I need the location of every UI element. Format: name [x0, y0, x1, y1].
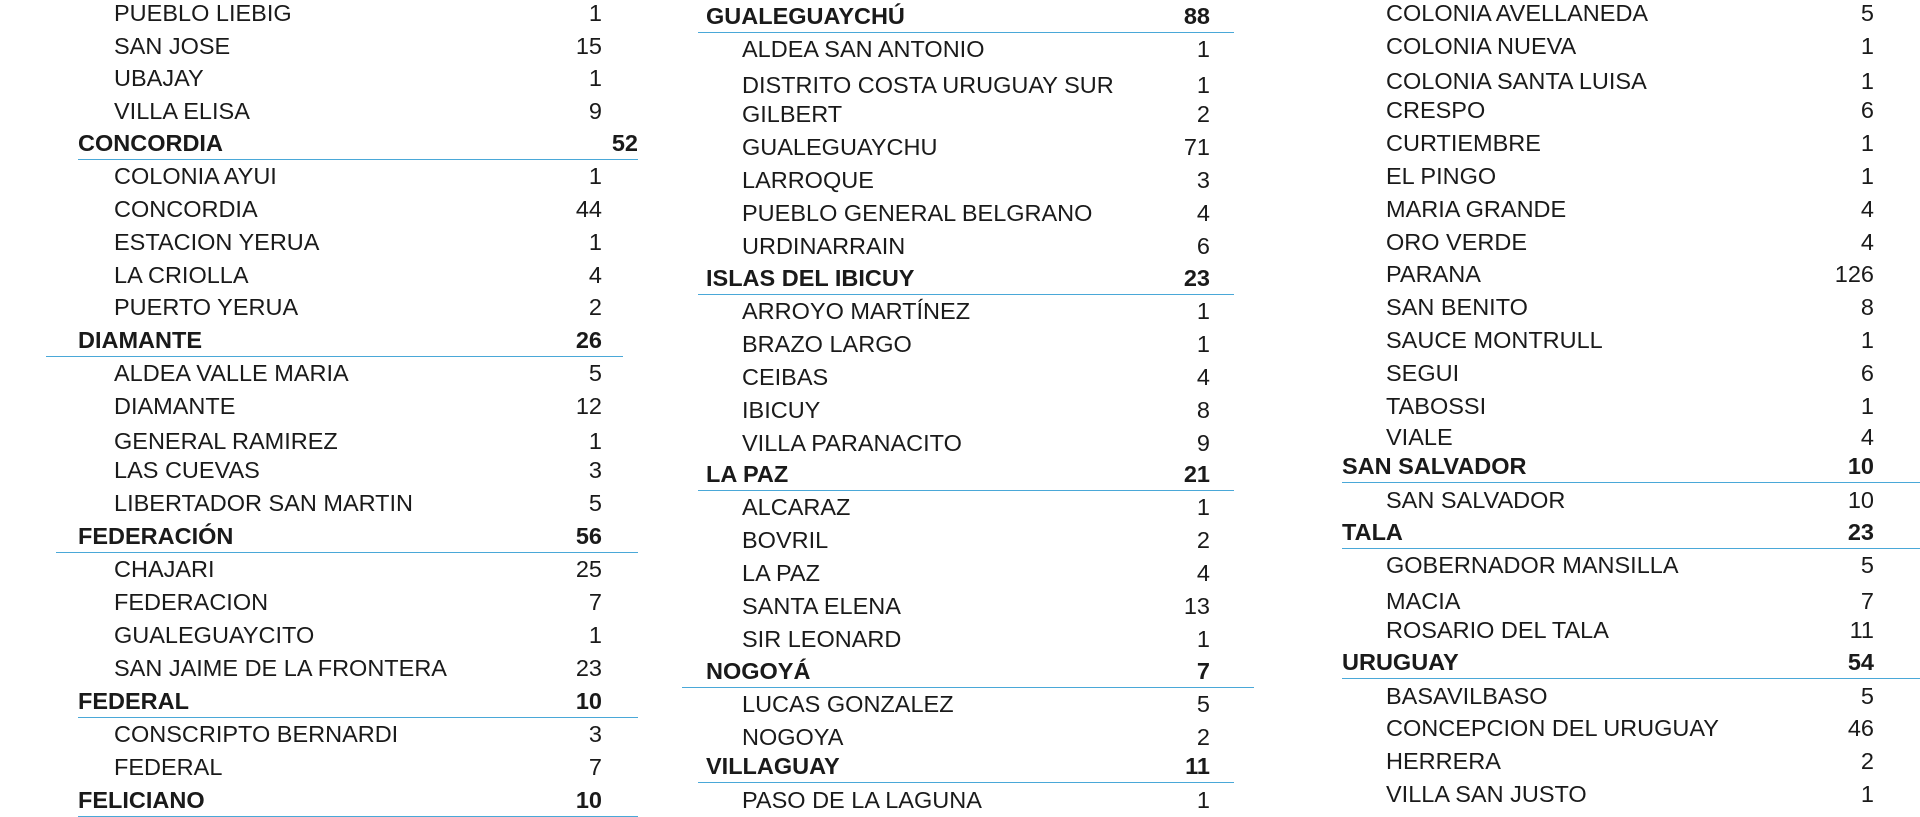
- list-item: [78, 160, 638, 192]
- locality-count: 5: [1196, 691, 1210, 717]
- locality-name: DISTRITO COSTA URUGUAY SUR: [742, 72, 1114, 98]
- department-header: [1342, 516, 1920, 549]
- list-item: [706, 688, 1246, 720]
- list-item: [706, 295, 1246, 327]
- department-total: 7: [1196, 658, 1210, 684]
- locality-name: CONCORDIA: [114, 196, 258, 222]
- list-item: [1350, 94, 1910, 126]
- locality-name: PUERTO YERUA: [114, 294, 299, 320]
- locality-name: GOBERNADOR MANSILLA: [1386, 552, 1679, 578]
- locality-count: 6: [1196, 233, 1210, 259]
- list-item: [78, 226, 638, 258]
- list-item: [706, 328, 1246, 360]
- locality-count: 4: [1860, 424, 1874, 450]
- list-item: [1350, 258, 1910, 290]
- locality-count: 1: [1860, 781, 1874, 807]
- locality-count: 4: [1196, 560, 1210, 586]
- department-total: 52: [611, 130, 638, 156]
- department-header: [78, 784, 638, 817]
- locality-name: MARIA GRANDE: [1386, 196, 1567, 222]
- department-total: 10: [1847, 453, 1874, 479]
- list-item: [706, 164, 1246, 196]
- locality-count: 7: [1860, 588, 1874, 614]
- list-item: [1350, 0, 1910, 29]
- department-total: 10: [575, 787, 602, 813]
- locality-count: 2: [1196, 724, 1210, 750]
- locality-name: SEGUI: [1386, 360, 1460, 386]
- locality-count: 1: [588, 163, 602, 189]
- locality-count: 6: [1860, 97, 1874, 123]
- list-item: [1350, 745, 1910, 777]
- department-header: [1342, 646, 1920, 679]
- list-item: [706, 361, 1246, 393]
- list-item: [706, 557, 1246, 589]
- locality-name: PARANA: [1386, 261, 1481, 287]
- list-item: [706, 524, 1246, 556]
- locality-count: 46: [1847, 715, 1874, 741]
- list-item: [1350, 778, 1910, 810]
- locality-count: 5: [1860, 683, 1874, 709]
- locality-name: GILBERT: [742, 101, 843, 127]
- list-item: [1350, 226, 1910, 258]
- department-header: [78, 127, 638, 160]
- list-item: [1350, 291, 1910, 323]
- locality-name: CURTIEMBRE: [1386, 130, 1541, 156]
- locality-name: VIALE: [1386, 424, 1453, 450]
- list-item: [706, 197, 1246, 229]
- department-total: 23: [1183, 265, 1210, 291]
- locality-count: 1: [1196, 298, 1210, 324]
- locality-name: LUCAS GONZALEZ: [742, 691, 954, 717]
- locality-name: LA PAZ: [742, 560, 820, 586]
- list-item: [1350, 680, 1910, 712]
- locality-name: SAN JAIME DE LA FRONTERA: [114, 655, 447, 681]
- locality-count: 9: [1196, 430, 1210, 456]
- list-item: [78, 62, 638, 94]
- locality-name: MACIA: [1386, 588, 1461, 614]
- locality-count: 1: [1196, 72, 1210, 98]
- list-item: [1350, 160, 1910, 192]
- list-item: [1350, 614, 1910, 646]
- list-item: [78, 95, 638, 127]
- locality-count: 12: [575, 393, 602, 419]
- locality-name: CONSCRIPTO BERNARDI: [114, 721, 399, 747]
- locality-count: 1: [1860, 163, 1874, 189]
- locality-count: 1: [1196, 331, 1210, 357]
- locality-count: 1: [1196, 787, 1210, 813]
- locality-count: 44: [575, 196, 602, 222]
- locality-name: SIR LEONARD: [742, 626, 902, 652]
- department-name: TALA: [1342, 519, 1403, 545]
- locality-name: CHAJARI: [114, 556, 215, 582]
- locality-count: 4: [1196, 200, 1210, 226]
- department-name: FELICIANO: [78, 787, 205, 813]
- locality-name: GENERAL RAMIREZ: [114, 428, 338, 454]
- list-item: [706, 427, 1246, 459]
- list-item: [78, 30, 638, 62]
- list-item: [78, 193, 638, 225]
- locality-count: 1: [1196, 494, 1210, 520]
- department-total: 26: [575, 327, 602, 353]
- department-header: [46, 324, 623, 357]
- department-name: FEDERAL: [78, 688, 189, 714]
- list-item: [706, 784, 1246, 816]
- locality-name: VILLA SAN JUSTO: [1386, 781, 1587, 807]
- locality-name: PASO DE LA LAGUNA: [742, 787, 982, 813]
- locality-name: COLONIA SANTA LUISA: [1386, 68, 1647, 94]
- locality-count: 1: [588, 65, 602, 91]
- department-name: VILLAGUAY: [706, 753, 840, 779]
- locality-name: BOVRIL: [742, 527, 829, 553]
- locality-count: 4: [1860, 229, 1874, 255]
- department-header: [698, 0, 1234, 33]
- list-item: [78, 454, 638, 486]
- list-item: [706, 69, 1246, 101]
- locality-name: VILLA PARANACITO: [742, 430, 962, 456]
- list-item: [78, 425, 638, 457]
- locality-count: 3: [588, 457, 602, 483]
- department-name: LA PAZ: [706, 461, 789, 487]
- locality-count: 25: [575, 556, 602, 582]
- locality-name: UBAJAY: [114, 65, 204, 91]
- locality-count: 9: [588, 98, 602, 124]
- department-name: FEDERACIÓN: [78, 523, 234, 549]
- department-total: 21: [1183, 461, 1210, 487]
- list-item: [1350, 127, 1910, 159]
- locality-name: SAN JOSE: [114, 33, 231, 59]
- list-item: [706, 491, 1246, 523]
- department-header: [1342, 450, 1920, 483]
- locality-count: 5: [588, 490, 602, 516]
- locality-name: ARROYO MARTÍNEZ: [742, 298, 971, 324]
- department-name: NOGOYÁ: [706, 658, 811, 684]
- list-item: [706, 590, 1246, 622]
- department-name: URUGUAY: [1342, 649, 1459, 675]
- locality-count: 5: [1860, 552, 1874, 578]
- list-item: [78, 0, 638, 29]
- locality-name: ALDEA SAN ANTONIO: [742, 36, 985, 62]
- list-item: [1350, 549, 1910, 581]
- locality-count: 11: [1849, 617, 1874, 643]
- locality-name: VILLA ELISA: [114, 98, 250, 124]
- locality-count: 2: [588, 294, 602, 320]
- locality-count: 2: [1196, 101, 1210, 127]
- locality-name: URDINARRAIN: [742, 233, 906, 259]
- locality-count: 13: [1183, 593, 1210, 619]
- list-item: [78, 718, 638, 750]
- locality-count: 4: [1196, 364, 1210, 390]
- locality-name: LAS CUEVAS: [114, 457, 260, 483]
- locality-name: ALCARAZ: [742, 494, 851, 520]
- list-item: [1350, 65, 1910, 97]
- locality-count: 126: [1834, 261, 1874, 287]
- locality-name: GUALEGUAYCITO: [114, 622, 315, 648]
- locality-name: CRESPO: [1386, 97, 1486, 123]
- department-header: [698, 458, 1234, 491]
- list-item: [1350, 193, 1910, 225]
- list-item: [1350, 421, 1910, 453]
- list-item: [706, 33, 1246, 65]
- locality-count: 1: [1196, 36, 1210, 62]
- list-item: [78, 586, 638, 618]
- list-item: [78, 291, 638, 323]
- list-item: [78, 652, 638, 684]
- department-header: [56, 520, 638, 553]
- locality-name: ESTACION YERUA: [114, 229, 320, 255]
- locality-name: LIBERTADOR SAN MARTIN: [114, 490, 414, 516]
- locality-count: 2: [1860, 748, 1874, 774]
- locality-name: LA CRIOLLA: [114, 262, 249, 288]
- locality-count: 2: [1196, 527, 1210, 553]
- locality-count: 7: [588, 589, 602, 615]
- department-header: [698, 750, 1234, 783]
- locality-count: 1: [1196, 626, 1210, 652]
- locality-count: 1: [588, 0, 602, 26]
- locality-count: 7: [588, 754, 602, 780]
- locality-count: 3: [1196, 167, 1210, 193]
- locality-name: IBICUY: [742, 397, 821, 423]
- list-item: [78, 487, 638, 519]
- locality-name: SANTA ELENA: [742, 593, 901, 619]
- list-item: [706, 394, 1246, 426]
- list-item: [78, 553, 638, 585]
- locality-name: DIAMANTE: [114, 393, 236, 419]
- list-item: [78, 259, 638, 291]
- department-total: 88: [1183, 3, 1210, 29]
- locality-name: TABOSSI: [1386, 393, 1487, 419]
- list-item: [1350, 484, 1910, 516]
- locality-name: PUEBLO LIEBIG: [114, 0, 292, 26]
- locality-count: 5: [1860, 0, 1874, 26]
- locality-name: COLONIA AVELLANEDA: [1386, 0, 1649, 26]
- list-item: [706, 230, 1246, 262]
- list-item: [1350, 390, 1910, 422]
- department-name: SAN SALVADOR: [1342, 453, 1527, 479]
- locality-name: SAUCE MONTRULL: [1386, 327, 1603, 353]
- locality-count: 10: [1847, 487, 1874, 513]
- locality-count: 1: [588, 229, 602, 255]
- department-header: [698, 262, 1234, 295]
- list-item: [706, 721, 1246, 753]
- locality-count: 1: [1860, 130, 1874, 156]
- locality-count: 5: [588, 360, 602, 386]
- locality-name: COLONIA AYUI: [114, 163, 277, 189]
- department-name: ISLAS DEL IBICUY: [706, 265, 915, 291]
- locality-name: ROSARIO DEL TALA: [1386, 617, 1609, 643]
- locality-count: 1: [588, 622, 602, 648]
- locality-name: CEIBAS: [742, 364, 829, 390]
- locality-count: 3: [588, 721, 602, 747]
- list-item: [1350, 585, 1910, 617]
- list-item: [706, 98, 1246, 130]
- locality-name: LARROQUE: [742, 167, 874, 193]
- locality-name: FEDERACION: [114, 589, 269, 615]
- locality-name: ORO VERDE: [1386, 229, 1528, 255]
- department-total: 54: [1847, 649, 1874, 675]
- locality-name: HERRERA: [1386, 748, 1501, 774]
- locality-count: 1: [1860, 68, 1874, 94]
- list-item: [78, 751, 638, 783]
- list-item: [706, 623, 1246, 655]
- list-item: [1350, 30, 1910, 62]
- department-total: 10: [575, 688, 602, 714]
- department-header: [682, 655, 1254, 688]
- locality-name: EL PINGO: [1386, 163, 1497, 189]
- locality-count: 71: [1183, 134, 1210, 160]
- locality-count: 1: [588, 428, 602, 454]
- locality-name: BRAZO LARGO: [742, 331, 912, 357]
- department-header: [78, 685, 638, 718]
- department-total: 11: [1185, 753, 1210, 779]
- locality-count: 15: [575, 33, 602, 59]
- locality-name: PUEBLO GENERAL BELGRANO: [742, 200, 1093, 226]
- list-item: [78, 390, 638, 422]
- locality-name: BASAVILBASO: [1386, 683, 1548, 709]
- locality-name: FEDERAL: [114, 754, 223, 780]
- locality-count: 4: [1860, 196, 1874, 222]
- locality-name: GUALEGUAYCHU: [742, 134, 938, 160]
- list-item: [706, 131, 1246, 163]
- locality-name: NOGOYA: [742, 724, 844, 750]
- department-name: GUALEGUAYCHÚ: [706, 3, 905, 29]
- locality-name: SAN SALVADOR: [1386, 487, 1566, 513]
- list-item: [1350, 357, 1910, 389]
- locality-name: SAN BENITO: [1386, 294, 1528, 320]
- locality-count: 23: [575, 655, 602, 681]
- locality-count: 4: [588, 262, 602, 288]
- locality-count: 1: [1860, 33, 1874, 59]
- department-name: DIAMANTE: [78, 327, 203, 353]
- list-item: [78, 619, 638, 651]
- department-total: 56: [575, 523, 602, 549]
- list-item: [78, 357, 638, 389]
- locality-count: 6: [1860, 360, 1874, 386]
- locality-name: COLONIA NUEVA: [1386, 33, 1577, 59]
- locality-name: CONCEPCION DEL URUGUAY: [1386, 715, 1719, 741]
- department-name: CONCORDIA: [78, 130, 223, 156]
- locality-count: 8: [1860, 294, 1874, 320]
- list-item: [1350, 324, 1910, 356]
- locality-name: ALDEA VALLE MARIA: [114, 360, 349, 386]
- locality-count: 1: [1860, 327, 1874, 353]
- list-item: [1350, 712, 1910, 744]
- department-total: 23: [1847, 519, 1874, 545]
- locality-count: 1: [1860, 393, 1874, 419]
- locality-count: 8: [1196, 397, 1210, 423]
